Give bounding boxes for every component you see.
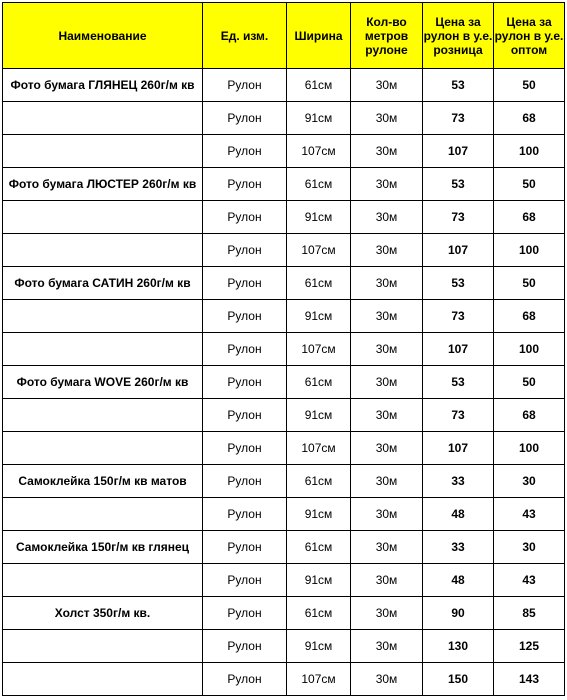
length-cell: 30м	[351, 663, 423, 696]
retail-price-cell: 150	[423, 663, 494, 696]
length-cell: 30м	[351, 465, 423, 498]
header-wholesale-price: Цена за рулон в у.е. оптом	[494, 3, 565, 69]
retail-price-cell: 73	[423, 201, 494, 234]
unit-cell: Рулон	[203, 201, 287, 234]
width-cell: 107см	[287, 432, 351, 465]
retail-price-cell: 53	[423, 168, 494, 201]
wholesale-price-cell: 43	[494, 498, 565, 531]
width-cell: 107см	[287, 333, 351, 366]
table-row	[3, 300, 565, 333]
retail-price-cell: 48	[423, 564, 494, 597]
header-width: Ширина	[287, 3, 351, 69]
width-cell: 107см	[287, 135, 351, 168]
unit-cell: Рулон	[203, 630, 287, 663]
header-retail-price: Цена за рулон в у.е. розница	[423, 3, 494, 69]
table-row	[3, 531, 565, 564]
length-cell: 30м	[351, 201, 423, 234]
width-cell: 61см	[287, 366, 351, 399]
retail-price-cell: 90	[423, 597, 494, 630]
table-row	[3, 663, 565, 696]
width-cell: 61см	[287, 168, 351, 201]
table-row	[3, 366, 565, 399]
length-cell: 30м	[351, 498, 423, 531]
retail-price-cell: 48	[423, 498, 494, 531]
unit-cell: Рулон	[203, 498, 287, 531]
wholesale-price-cell: 125	[494, 630, 565, 663]
width-cell: 91см	[287, 498, 351, 531]
length-cell: 30м	[351, 564, 423, 597]
length-cell: 30м	[351, 630, 423, 663]
width-cell: 61см	[287, 69, 351, 102]
retail-price-cell: 73	[423, 399, 494, 432]
length-cell: 30м	[351, 234, 423, 267]
retail-price-cell: 53	[423, 69, 494, 102]
table-row	[3, 69, 565, 102]
length-cell: 30м	[351, 135, 423, 168]
table-row	[3, 432, 565, 465]
product-name-cell	[3, 333, 203, 366]
length-cell: 30м	[351, 366, 423, 399]
length-cell: 30м	[351, 432, 423, 465]
retail-price-cell: 107	[423, 333, 494, 366]
wholesale-price-cell: 50	[494, 168, 565, 201]
product-name-cell: Фото бумага САТИН 260г/м кв	[3, 267, 203, 300]
table-row	[3, 201, 565, 234]
wholesale-price-cell: 68	[494, 102, 565, 135]
unit-cell: Рулон	[203, 399, 287, 432]
wholesale-price-cell: 100	[494, 234, 565, 267]
table-row	[3, 267, 565, 300]
price-table	[2, 2, 565, 696]
unit-cell: Рулон	[203, 333, 287, 366]
table-row	[3, 399, 565, 432]
wholesale-price-cell: 50	[494, 267, 565, 300]
wholesale-price-cell: 50	[494, 366, 565, 399]
length-cell: 30м	[351, 267, 423, 300]
table-body	[3, 69, 565, 696]
unit-cell: Рулон	[203, 531, 287, 564]
product-name-cell: Фото бумага ЛЮСТЕР 260г/м кв	[3, 168, 203, 201]
header-unit: Ед. изм.	[203, 3, 287, 69]
width-cell: 91см	[287, 102, 351, 135]
length-cell: 30м	[351, 333, 423, 366]
product-name-cell: Холст 350г/м кв.	[3, 597, 203, 630]
unit-cell: Рулон	[203, 597, 287, 630]
retail-price-cell: 107	[423, 135, 494, 168]
table-row	[3, 630, 565, 663]
width-cell: 91см	[287, 300, 351, 333]
wholesale-price-cell: 85	[494, 597, 565, 630]
table-header	[3, 3, 565, 69]
product-name-cell	[3, 201, 203, 234]
product-name-cell	[3, 300, 203, 333]
unit-cell: Рулон	[203, 69, 287, 102]
width-cell: 61см	[287, 267, 351, 300]
table-row	[3, 333, 565, 366]
length-cell: 30м	[351, 300, 423, 333]
length-cell: 30м	[351, 69, 423, 102]
product-name-cell	[3, 432, 203, 465]
product-name-cell: Самоклейка 150г/м кв глянец	[3, 531, 203, 564]
length-cell: 30м	[351, 531, 423, 564]
unit-cell: Рулон	[203, 465, 287, 498]
wholesale-price-cell: 100	[494, 432, 565, 465]
table-row	[3, 465, 565, 498]
wholesale-price-cell: 143	[494, 663, 565, 696]
header-length: Кол-во метров рулоне	[351, 3, 423, 69]
unit-cell: Рулон	[203, 135, 287, 168]
retail-price-cell: 53	[423, 267, 494, 300]
product-name-cell	[3, 135, 203, 168]
wholesale-price-cell: 100	[494, 333, 565, 366]
product-name-cell	[3, 102, 203, 135]
width-cell: 91см	[287, 564, 351, 597]
table-row	[3, 498, 565, 531]
length-cell: 30м	[351, 399, 423, 432]
wholesale-price-cell: 43	[494, 564, 565, 597]
retail-price-cell: 53	[423, 366, 494, 399]
product-name-cell	[3, 234, 203, 267]
unit-cell: Рулон	[203, 663, 287, 696]
wholesale-price-cell: 100	[494, 135, 565, 168]
unit-cell: Рулон	[203, 267, 287, 300]
product-name-cell: Самоклейка 150г/м кв матов	[3, 465, 203, 498]
width-cell: 91см	[287, 630, 351, 663]
retail-price-cell: 73	[423, 300, 494, 333]
table-row	[3, 564, 565, 597]
width-cell: 61см	[287, 465, 351, 498]
wholesale-price-cell: 30	[494, 465, 565, 498]
unit-cell: Рулон	[203, 102, 287, 135]
product-name-cell	[3, 399, 203, 432]
unit-cell: Рулон	[203, 168, 287, 201]
product-name-cell	[3, 498, 203, 531]
width-cell: 61см	[287, 531, 351, 564]
unit-cell: Рулон	[203, 432, 287, 465]
unit-cell: Рулон	[203, 366, 287, 399]
wholesale-price-cell: 68	[494, 300, 565, 333]
table-row	[3, 597, 565, 630]
length-cell: 30м	[351, 168, 423, 201]
table-row	[3, 234, 565, 267]
table-row	[3, 102, 565, 135]
wholesale-price-cell: 50	[494, 69, 565, 102]
product-name-cell	[3, 630, 203, 663]
width-cell: 91см	[287, 201, 351, 234]
width-cell: 61см	[287, 597, 351, 630]
retail-price-cell: 33	[423, 531, 494, 564]
product-name-cell	[3, 663, 203, 696]
length-cell: 30м	[351, 597, 423, 630]
header-row	[3, 3, 565, 69]
unit-cell: Рулон	[203, 300, 287, 333]
width-cell: 91см	[287, 399, 351, 432]
unit-cell: Рулон	[203, 564, 287, 597]
retail-price-cell: 73	[423, 102, 494, 135]
header-name: Наименование	[3, 3, 203, 69]
retail-price-cell: 130	[423, 630, 494, 663]
retail-price-cell: 33	[423, 465, 494, 498]
width-cell: 107см	[287, 234, 351, 267]
retail-price-cell: 107	[423, 432, 494, 465]
table-row	[3, 135, 565, 168]
wholesale-price-cell: 68	[494, 201, 565, 234]
product-name-cell	[3, 564, 203, 597]
product-name-cell: Фото бумага WOVE 260г/м кв	[3, 366, 203, 399]
table-row	[3, 168, 565, 201]
wholesale-price-cell: 30	[494, 531, 565, 564]
width-cell: 107см	[287, 663, 351, 696]
unit-cell: Рулон	[203, 234, 287, 267]
product-name-cell: Фото бумага ГЛЯНЕЦ 260г/м кв	[3, 69, 203, 102]
length-cell: 30м	[351, 102, 423, 135]
wholesale-price-cell: 68	[494, 399, 565, 432]
retail-price-cell: 107	[423, 234, 494, 267]
